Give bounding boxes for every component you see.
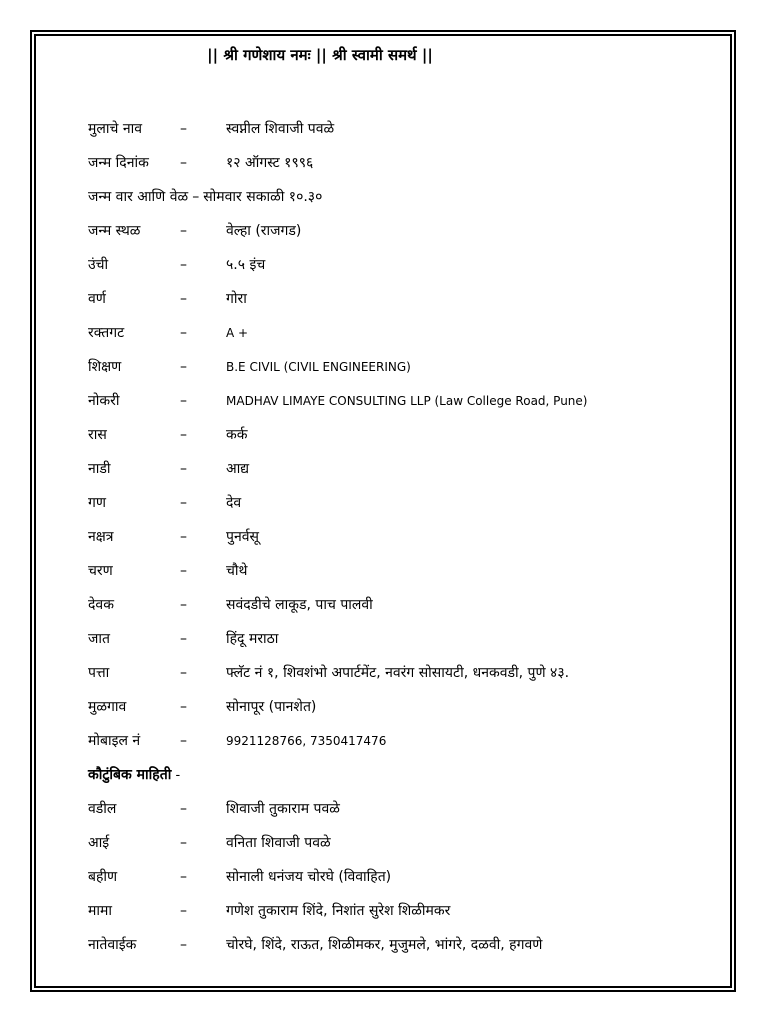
row-sister <box>88 860 718 894</box>
separator-dash: – <box>180 529 187 545</box>
label-complexion: वर्ण <box>88 291 106 307</box>
row-zodiac <box>88 418 718 452</box>
label-job: नोकरी <box>88 393 120 409</box>
separator-dash: – <box>180 699 187 715</box>
label-gan: गण <box>88 495 107 511</box>
row-devak <box>88 588 718 622</box>
label-address: पत्ता <box>88 665 110 681</box>
biodata-content <box>88 112 718 962</box>
label-maternal-uncle: मामा <box>88 903 112 919</box>
value-father: शिवाजी तुकाराम पवळे <box>226 801 340 817</box>
label-sister: बहीण <box>88 869 118 885</box>
value-birth-date: १२ ऑगस्ट १९९६ <box>226 155 314 171</box>
separator-dash: – <box>180 495 187 511</box>
row-birth-date <box>88 146 718 180</box>
label-caste: जात <box>88 631 110 647</box>
value-gan: देव <box>226 495 242 511</box>
value-blood-group: A + <box>226 326 249 340</box>
row-caste <box>88 622 718 656</box>
value-birth-place: वेल्हा (राजगड) <box>226 223 302 239</box>
label-height: उंची <box>88 257 109 273</box>
row-father <box>88 792 718 826</box>
label-blood-group: रक्तगट <box>88 325 125 341</box>
family-section-suffix: - <box>171 768 181 783</box>
row-relatives <box>88 928 718 962</box>
label-nadi: नाडी <box>88 461 111 477</box>
label-relatives: नातेवाईक <box>88 937 137 953</box>
label-charan: चरण <box>88 563 113 579</box>
label-devak: देवक <box>88 597 114 613</box>
label-education: शिक्षण <box>88 359 122 375</box>
value-complexion: गोरा <box>226 291 247 307</box>
label-nakshatra: नक्षत्र <box>88 529 114 545</box>
separator-dash: – <box>180 121 187 137</box>
value-maternal-uncle: गणेश तुकाराम शिंदे, निशांत सुरेश शिळीमकर <box>226 903 451 919</box>
page-header-invocation: || श्री गणेशाय नमः || श्री स्वामी समर्थ || <box>207 46 433 64</box>
row-address <box>88 656 718 690</box>
value-nadi: आद्य <box>226 461 250 477</box>
row-maternal-uncle <box>88 894 718 928</box>
row-job <box>88 384 718 418</box>
row-birth-place <box>88 214 718 248</box>
separator-dash: – <box>180 257 187 273</box>
row-education <box>88 350 718 384</box>
separator-dash: – <box>180 461 187 477</box>
label-mother: आई <box>88 835 110 851</box>
label-birth-date: जन्म दिनांक <box>88 155 149 171</box>
separator-dash: – <box>180 155 187 171</box>
separator-dash: – <box>180 801 187 817</box>
row-mother <box>88 826 718 860</box>
value-charan: चौथे <box>226 563 248 579</box>
separator-dash: – <box>180 937 187 953</box>
value-caste: हिंदू मराठा <box>226 631 279 647</box>
label-mobile: मोबाइल नं <box>88 733 141 749</box>
row-blood-group <box>88 316 718 350</box>
row-nadi <box>88 452 718 486</box>
value-zodiac: कर्क <box>226 427 248 443</box>
separator-dash: – <box>180 325 187 341</box>
separator-dash: – <box>180 223 187 239</box>
value-sister: सोनाली धनंजय चोरघे (विवाहित) <box>226 869 392 885</box>
row-mobile <box>88 724 718 758</box>
row-complexion <box>88 282 718 316</box>
value-mobile: 9921128766, 7350417476 <box>226 734 387 748</box>
separator-dash: – <box>180 563 187 579</box>
separator-dash: – <box>180 393 187 409</box>
value-height: ५.५ इंच <box>226 257 266 273</box>
row-name <box>88 112 718 146</box>
row-birth-day-time <box>88 180 718 214</box>
separator-dash: – <box>180 427 187 443</box>
label-zodiac: रास <box>88 427 107 443</box>
value-relatives: चोरघे, शिंदे, राऊत, शिळीमकर, मुजुमले, भांगरे, दळवी, हगवणे <box>226 937 543 953</box>
value-job: MADHAV LIMAYE CONSULTING LLP (Law College Road, Pune) <box>226 394 588 408</box>
value-education: B.E CIVIL (CIVIL ENGINEERING) <box>226 360 411 374</box>
family-section-heading <box>88 758 718 792</box>
value-name: स्वप्नील शिवाजी पवळे <box>226 121 335 137</box>
separator-dash: – <box>180 631 187 647</box>
row-charan <box>88 554 718 588</box>
value-native-village: सोनापूर (पानशेत) <box>226 699 317 715</box>
separator-dash: – <box>180 835 187 851</box>
separator-dash: – <box>180 291 187 307</box>
row-gan <box>88 486 718 520</box>
label-native-village: मुळगाव <box>88 699 127 715</box>
value-address: फ्लॅट नं १, शिवशंभो अपार्टमेंट, नवरंग सोसायटी, धनकवडी, पुणे ४३. <box>226 665 570 681</box>
value-birth-day-time: सोमवार सकाळी १०.३० <box>203 189 323 205</box>
separator-dash: – <box>180 597 187 613</box>
separator-dash: – <box>180 359 187 375</box>
value-nakshatra: पुनर्वसू <box>226 529 259 545</box>
separator-dash: – <box>180 869 187 885</box>
value-devak: सवंदडीचे लाकूड, पाच पालवी <box>226 597 373 613</box>
row-height <box>88 248 718 282</box>
separator-dash: – <box>180 733 187 749</box>
separator-dash: – <box>180 903 187 919</box>
separator-dash: – <box>192 189 200 205</box>
label-name: मुलाचे नाव <box>88 121 143 137</box>
label-father: वडील <box>88 801 117 817</box>
row-nakshatra <box>88 520 718 554</box>
label-birth-day-time: जन्म वार आणि वेळ <box>88 189 189 205</box>
label-birth-place: जन्म स्थळ <box>88 223 141 239</box>
separator-dash: – <box>180 665 187 681</box>
family-section-title: कौटुंबिक माहिती <box>88 767 172 783</box>
row-native-village <box>88 690 718 724</box>
value-mother: वनिता शिवाजी पवळे <box>226 835 331 851</box>
